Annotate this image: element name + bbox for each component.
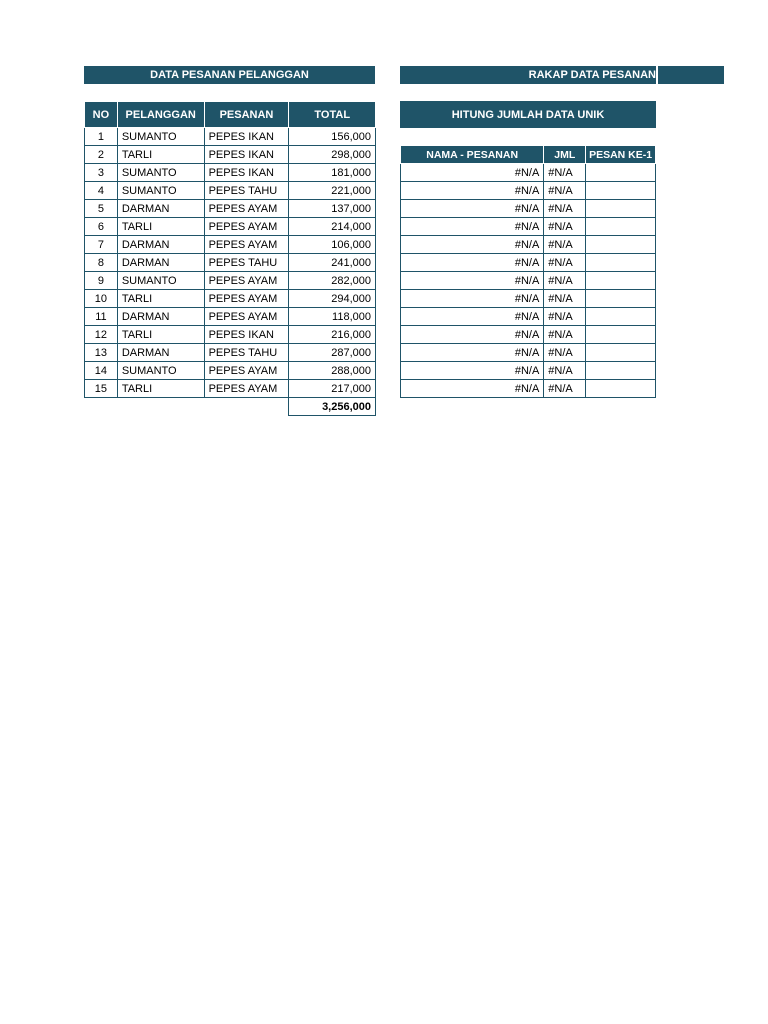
grand-total: 3,256,000 (289, 398, 376, 416)
table-row (401, 272, 656, 290)
row-pelanggan: DARMAN (117, 254, 204, 272)
left-title: DATA PESANAN PELANGGAN (150, 69, 309, 81)
table-row (85, 344, 376, 362)
row-pelanggan: TARLI (117, 326, 204, 344)
table-row (401, 236, 656, 254)
right-subtitle: HITUNG JUMLAH DATA UNIK (451, 108, 605, 121)
row-pesanan: PEPES IKAN (204, 164, 289, 182)
row-pesan-ke-1 (586, 344, 656, 362)
table-row (85, 380, 376, 398)
table-row (401, 362, 656, 380)
row-nama-pesanan: #N/A (401, 218, 544, 236)
row-pesanan: PEPES IKAN (204, 146, 289, 164)
row-no: 4 (85, 182, 118, 200)
row-pesanan: PEPES AYAM (204, 362, 289, 380)
row-nama-pesanan: #N/A (401, 236, 544, 254)
table-row (85, 218, 376, 236)
table-row (401, 290, 656, 308)
row-nama-pesanan: #N/A (401, 272, 544, 290)
row-total: 282,000 (289, 272, 376, 290)
table-row (401, 308, 656, 326)
orders-table (84, 101, 376, 416)
right-title-bar-extension (658, 66, 724, 84)
orders-header-row (85, 102, 376, 128)
row-no: 2 (85, 146, 118, 164)
grand-total-row (85, 398, 376, 416)
row-no: 1 (85, 128, 118, 146)
table-row (85, 308, 376, 326)
row-total: 221,000 (289, 182, 376, 200)
table-row (85, 128, 376, 146)
row-no: 5 (85, 200, 118, 218)
col-nama-pesanan: NAMA - PESANAN (401, 146, 544, 164)
empty-cell (204, 398, 289, 416)
row-jml: #N/A (544, 380, 586, 398)
table-row (85, 326, 376, 344)
table-row (401, 380, 656, 398)
row-jml: #N/A (544, 290, 586, 308)
col-pelanggan: PELANGGAN (117, 102, 204, 128)
row-nama-pesanan: #N/A (401, 380, 544, 398)
row-jml: #N/A (544, 218, 586, 236)
row-no: 3 (85, 164, 118, 182)
table-row (401, 326, 656, 344)
row-jml: #N/A (544, 254, 586, 272)
row-pesan-ke-1 (586, 182, 656, 200)
row-pesanan: PEPES IKAN (204, 128, 289, 146)
row-total: 294,000 (289, 290, 376, 308)
table-row (85, 164, 376, 182)
row-total: 156,000 (289, 128, 376, 146)
row-total: 216,000 (289, 326, 376, 344)
row-pesan-ke-1 (586, 326, 656, 344)
row-pesanan: PEPES IKAN (204, 326, 289, 344)
empty-cell (85, 398, 118, 416)
row-pesan-ke-1 (586, 380, 656, 398)
row-pesanan: PEPES AYAM (204, 236, 289, 254)
right-title: RAKAP DATA PESANAN (528, 69, 656, 81)
row-pesanan: PEPES AYAM (204, 218, 289, 236)
row-pelanggan: DARMAN (117, 200, 204, 218)
row-no: 10 (85, 290, 118, 308)
recap-header-row (401, 146, 656, 164)
row-total: 214,000 (289, 218, 376, 236)
row-pesan-ke-1 (586, 290, 656, 308)
recap-table (400, 145, 656, 398)
row-total: 106,000 (289, 236, 376, 254)
col-pesan-ke-1: PESAN KE-1 (586, 146, 656, 164)
table-row (401, 200, 656, 218)
row-pesan-ke-1 (586, 308, 656, 326)
table-row (401, 344, 656, 362)
right-title-bar (400, 66, 656, 84)
row-pelanggan: TARLI (117, 146, 204, 164)
col-pesanan: PESANAN (204, 102, 289, 128)
row-pesan-ke-1 (586, 254, 656, 272)
row-pesanan: PEPES AYAM (204, 308, 289, 326)
row-no: 9 (85, 272, 118, 290)
row-nama-pesanan: #N/A (401, 182, 544, 200)
table-row (85, 362, 376, 380)
row-pesan-ke-1 (586, 236, 656, 254)
row-pesanan: PEPES TAHU (204, 344, 289, 362)
row-jml: #N/A (544, 308, 586, 326)
row-pelanggan: SUMANTO (117, 182, 204, 200)
row-total: 287,000 (289, 344, 376, 362)
row-no: 6 (85, 218, 118, 236)
row-no: 13 (85, 344, 118, 362)
empty-cell (117, 398, 204, 416)
row-pesanan: PEPES AYAM (204, 272, 289, 290)
row-pelanggan: SUMANTO (117, 272, 204, 290)
row-pesanan: PEPES AYAM (204, 380, 289, 398)
row-nama-pesanan: #N/A (401, 308, 544, 326)
row-jml: #N/A (544, 182, 586, 200)
row-total: 288,000 (289, 362, 376, 380)
row-nama-pesanan: #N/A (401, 254, 544, 272)
row-pesan-ke-1 (586, 272, 656, 290)
right-subtitle-bar (400, 101, 656, 128)
row-pesanan: PEPES TAHU (204, 182, 289, 200)
table-row (401, 164, 656, 182)
row-pelanggan: SUMANTO (117, 128, 204, 146)
row-pelanggan: DARMAN (117, 344, 204, 362)
row-no: 12 (85, 326, 118, 344)
row-pelanggan: TARLI (117, 380, 204, 398)
row-pelanggan: TARLI (117, 218, 204, 236)
row-total: 298,000 (289, 146, 376, 164)
table-row (401, 218, 656, 236)
row-pesanan: PEPES TAHU (204, 254, 289, 272)
row-jml: #N/A (544, 164, 586, 182)
row-no: 8 (85, 254, 118, 272)
table-row (85, 236, 376, 254)
col-no: NO (85, 102, 118, 128)
row-pesan-ke-1 (586, 164, 656, 182)
table-row (401, 254, 656, 272)
table-row (85, 146, 376, 164)
row-no: 11 (85, 308, 118, 326)
row-pelanggan: TARLI (117, 290, 204, 308)
row-pesan-ke-1 (586, 362, 656, 380)
row-nama-pesanan: #N/A (401, 344, 544, 362)
row-total: 137,000 (289, 200, 376, 218)
row-pesan-ke-1 (586, 200, 656, 218)
row-total: 118,000 (289, 308, 376, 326)
row-pelanggan: DARMAN (117, 308, 204, 326)
table-row (85, 254, 376, 272)
row-no: 7 (85, 236, 118, 254)
row-nama-pesanan: #N/A (401, 326, 544, 344)
row-jml: #N/A (544, 326, 586, 344)
table-row (401, 182, 656, 200)
row-pelanggan: DARMAN (117, 236, 204, 254)
row-pesan-ke-1 (586, 218, 656, 236)
row-pelanggan: SUMANTO (117, 164, 204, 182)
row-total: 241,000 (289, 254, 376, 272)
left-title-bar (84, 66, 375, 84)
row-jml: #N/A (544, 200, 586, 218)
row-nama-pesanan: #N/A (401, 200, 544, 218)
row-jml: #N/A (544, 344, 586, 362)
row-jml: #N/A (544, 272, 586, 290)
table-row (85, 200, 376, 218)
row-pelanggan: SUMANTO (117, 362, 204, 380)
row-nama-pesanan: #N/A (401, 164, 544, 182)
col-total: TOTAL (289, 102, 376, 128)
table-row (85, 290, 376, 308)
row-nama-pesanan: #N/A (401, 290, 544, 308)
row-total: 217,000 (289, 380, 376, 398)
row-no: 15 (85, 380, 118, 398)
col-jml: JML (544, 146, 586, 164)
row-nama-pesanan: #N/A (401, 362, 544, 380)
row-pesanan: PEPES AYAM (204, 290, 289, 308)
row-total: 181,000 (289, 164, 376, 182)
row-jml: #N/A (544, 236, 586, 254)
table-row (85, 182, 376, 200)
table-row (85, 272, 376, 290)
row-pesanan: PEPES AYAM (204, 200, 289, 218)
row-jml: #N/A (544, 362, 586, 380)
row-no: 14 (85, 362, 118, 380)
